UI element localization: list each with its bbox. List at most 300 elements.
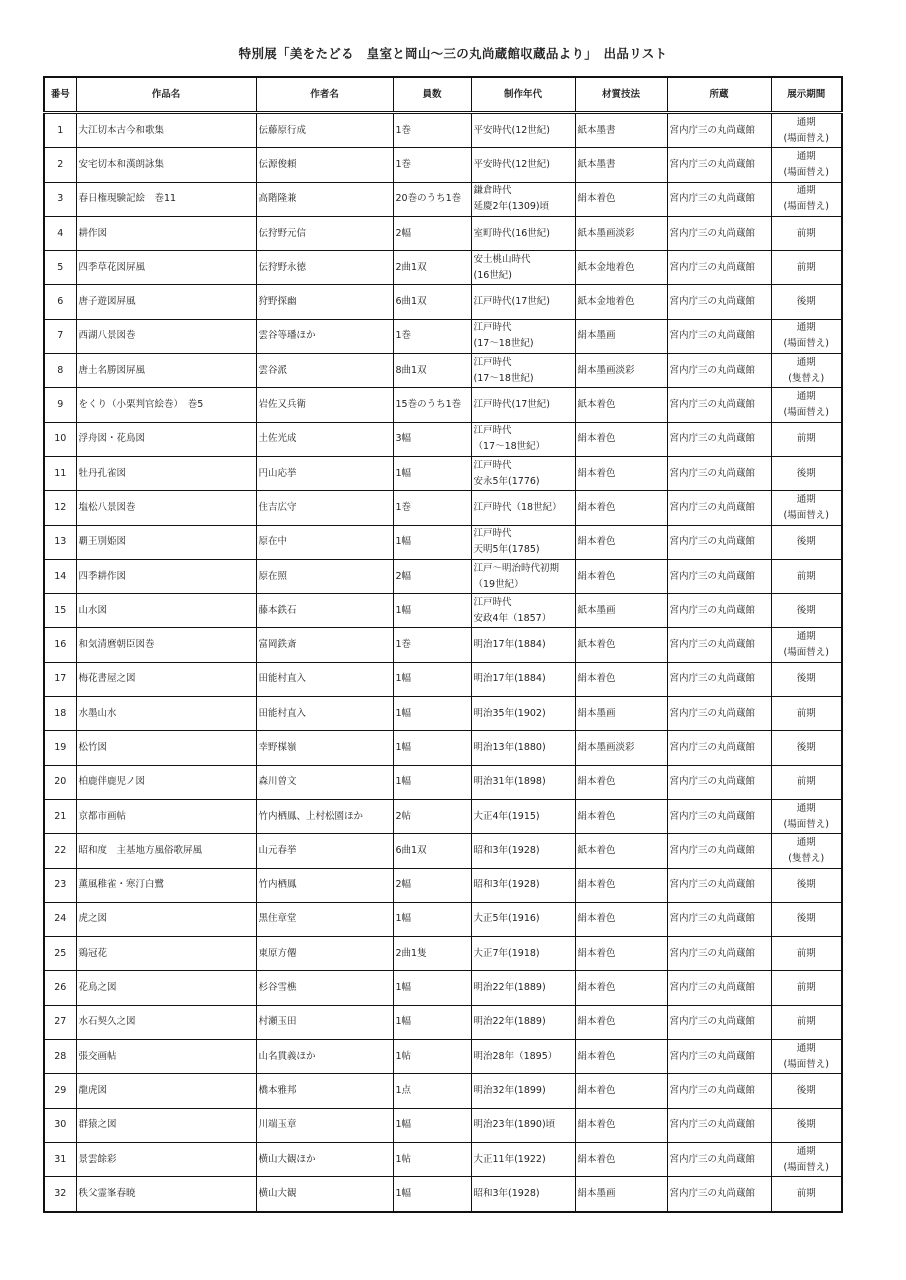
column-header-title: 作品名 bbox=[76, 77, 256, 113]
cell-medium: 絹本着色 bbox=[575, 559, 667, 593]
table-row bbox=[44, 422, 842, 456]
table-row bbox=[44, 182, 842, 216]
cell-number: 21 bbox=[44, 799, 76, 833]
cell-date: 平安時代(12世紀) bbox=[471, 148, 575, 182]
cell-collection: 宮内庁三の丸尚蔵館 bbox=[667, 1142, 771, 1176]
cell-medium: 紙本墨書 bbox=[575, 113, 667, 148]
cell-quantity: 1帖 bbox=[393, 1040, 471, 1074]
cell-quantity: 1巻 bbox=[393, 628, 471, 662]
cell-artist: 藤本鉄石 bbox=[256, 594, 393, 628]
column-header-period: 展示期間 bbox=[771, 77, 842, 113]
cell-date: 昭和3年(1928) bbox=[471, 1177, 575, 1212]
table-row bbox=[44, 491, 842, 525]
cell-title: 梅花書屋之図 bbox=[76, 662, 256, 696]
cell-collection: 宮内庁三の丸尚蔵館 bbox=[667, 319, 771, 353]
cell-date: 江戸時代 天明5年(1785) bbox=[471, 525, 575, 559]
column-header-collection: 所蔵 bbox=[667, 77, 771, 113]
cell-collection: 宮内庁三の丸尚蔵館 bbox=[667, 491, 771, 525]
cell-period: 後期 bbox=[771, 868, 842, 902]
cell-medium: 絹本墨画 bbox=[575, 697, 667, 731]
cell-medium: 絹本着色 bbox=[575, 1142, 667, 1176]
cell-medium: 絹本着色 bbox=[575, 868, 667, 902]
cell-title: 四季草花図屏風 bbox=[76, 251, 256, 285]
cell-number: 24 bbox=[44, 902, 76, 936]
cell-title: 龍虎図 bbox=[76, 1074, 256, 1108]
cell-medium: 紙本墨画淡彩 bbox=[575, 216, 667, 250]
cell-period: 通期 (隻替え) bbox=[771, 354, 842, 388]
cell-title: 秩父霊峯春暁 bbox=[76, 1177, 256, 1212]
table-body bbox=[44, 113, 842, 1212]
cell-date: 明治35年(1902) bbox=[471, 697, 575, 731]
cell-medium: 絹本着色 bbox=[575, 1074, 667, 1108]
cell-medium: 紙本墨書 bbox=[575, 148, 667, 182]
cell-collection: 宮内庁三の丸尚蔵館 bbox=[667, 662, 771, 696]
cell-number: 1 bbox=[44, 113, 76, 148]
cell-artist: 杉谷雪樵 bbox=[256, 971, 393, 1005]
table-row bbox=[44, 697, 842, 731]
cell-date: 室町時代(16世紀) bbox=[471, 216, 575, 250]
cell-title: 唐子遊図屏風 bbox=[76, 285, 256, 319]
table-row bbox=[44, 251, 842, 285]
cell-collection: 宮内庁三の丸尚蔵館 bbox=[667, 251, 771, 285]
cell-quantity: 2幅 bbox=[393, 868, 471, 902]
cell-number: 4 bbox=[44, 216, 76, 250]
cell-artist: 岩佐又兵衛 bbox=[256, 388, 393, 422]
cell-number: 22 bbox=[44, 834, 76, 868]
cell-collection: 宮内庁三の丸尚蔵館 bbox=[667, 285, 771, 319]
table-row bbox=[44, 799, 842, 833]
cell-quantity: 1巻 bbox=[393, 491, 471, 525]
cell-date: 大正5年(1916) bbox=[471, 902, 575, 936]
table-row bbox=[44, 731, 842, 765]
cell-period: 前期 bbox=[771, 697, 842, 731]
table-row bbox=[44, 525, 842, 559]
cell-collection: 宮内庁三の丸尚蔵館 bbox=[667, 388, 771, 422]
cell-title: 和気清麿朝臣図巻 bbox=[76, 628, 256, 662]
cell-title: 塩松八景図巻 bbox=[76, 491, 256, 525]
cell-artist: 幸野楳嶺 bbox=[256, 731, 393, 765]
cell-artist: 雲谷派 bbox=[256, 354, 393, 388]
cell-number: 7 bbox=[44, 319, 76, 353]
cell-period: 通期 (場面替え) bbox=[771, 113, 842, 148]
cell-number: 17 bbox=[44, 662, 76, 696]
cell-artist: 田能村直入 bbox=[256, 662, 393, 696]
cell-artist: 高階隆兼 bbox=[256, 182, 393, 216]
cell-number: 32 bbox=[44, 1177, 76, 1212]
table-row bbox=[44, 902, 842, 936]
cell-artist: 山名貫義ほか bbox=[256, 1040, 393, 1074]
cell-title: 群猿之図 bbox=[76, 1108, 256, 1142]
table-row bbox=[44, 765, 842, 799]
cell-period: 後期 bbox=[771, 731, 842, 765]
cell-date: 明治23年(1890)頃 bbox=[471, 1108, 575, 1142]
cell-quantity: 1幅 bbox=[393, 525, 471, 559]
cell-medium: 紙本着色 bbox=[575, 628, 667, 662]
cell-period: 通期 (場面替え) bbox=[771, 1040, 842, 1074]
cell-number: 6 bbox=[44, 285, 76, 319]
table-row bbox=[44, 1142, 842, 1176]
cell-artist: 村瀬玉田 bbox=[256, 1005, 393, 1039]
cell-quantity: 1巻 bbox=[393, 319, 471, 353]
cell-quantity: 2帖 bbox=[393, 799, 471, 833]
cell-date: 江戸時代(17世紀) bbox=[471, 285, 575, 319]
cell-number: 15 bbox=[44, 594, 76, 628]
cell-collection: 宮内庁三の丸尚蔵館 bbox=[667, 1108, 771, 1142]
cell-artist: 伝狩野元信 bbox=[256, 216, 393, 250]
table-row bbox=[44, 216, 842, 250]
cell-date: 江戸時代 安政4年（1857） bbox=[471, 594, 575, 628]
table-row bbox=[44, 1177, 842, 1212]
cell-collection: 宮内庁三の丸尚蔵館 bbox=[667, 868, 771, 902]
table-row bbox=[44, 937, 842, 971]
table-row bbox=[44, 971, 842, 1005]
cell-number: 3 bbox=[44, 182, 76, 216]
cell-number: 20 bbox=[44, 765, 76, 799]
cell-quantity: 2曲1隻 bbox=[393, 937, 471, 971]
cell-quantity: 8曲1双 bbox=[393, 354, 471, 388]
cell-quantity: 2曲1双 bbox=[393, 251, 471, 285]
cell-date: 昭和3年(1928) bbox=[471, 868, 575, 902]
cell-number: 30 bbox=[44, 1108, 76, 1142]
cell-title: 花鳥之図 bbox=[76, 971, 256, 1005]
cell-collection: 宮内庁三の丸尚蔵館 bbox=[667, 1005, 771, 1039]
cell-title: 鶏冠花 bbox=[76, 937, 256, 971]
cell-collection: 宮内庁三の丸尚蔵館 bbox=[667, 354, 771, 388]
cell-number: 14 bbox=[44, 559, 76, 593]
cell-quantity: 20巻のうち1巻 bbox=[393, 182, 471, 216]
cell-artist: 富岡鉄斎 bbox=[256, 628, 393, 662]
cell-number: 13 bbox=[44, 525, 76, 559]
cell-date: 江戸時代 （17〜18世紀） bbox=[471, 422, 575, 456]
cell-artist: 横山大観ほか bbox=[256, 1142, 393, 1176]
cell-number: 11 bbox=[44, 456, 76, 490]
column-header-medium: 材質技法 bbox=[575, 77, 667, 113]
cell-collection: 宮内庁三の丸尚蔵館 bbox=[667, 113, 771, 148]
cell-collection: 宮内庁三の丸尚蔵館 bbox=[667, 697, 771, 731]
table-row bbox=[44, 319, 842, 353]
cell-artist: 東原方僊 bbox=[256, 937, 393, 971]
cell-period: 通期 (場面替え) bbox=[771, 1142, 842, 1176]
cell-quantity: 2幅 bbox=[393, 559, 471, 593]
cell-date: 明治22年(1889) bbox=[471, 1005, 575, 1039]
cell-period: 前期 bbox=[771, 971, 842, 1005]
cell-medium: 絹本墨画淡彩 bbox=[575, 731, 667, 765]
cell-title: 薫風稚雀・寒汀白鷺 bbox=[76, 868, 256, 902]
cell-date: 江戸時代 (17〜18世紀) bbox=[471, 319, 575, 353]
cell-quantity: 1巻 bbox=[393, 113, 471, 148]
cell-title: 唐土名勝図屏風 bbox=[76, 354, 256, 388]
cell-period: 通期 (場面替え) bbox=[771, 388, 842, 422]
table-row bbox=[44, 628, 842, 662]
cell-period: 前期 bbox=[771, 1177, 842, 1212]
cell-period: 前期 bbox=[771, 765, 842, 799]
cell-number: 12 bbox=[44, 491, 76, 525]
cell-quantity: 1幅 bbox=[393, 1108, 471, 1142]
table-row bbox=[44, 113, 842, 148]
cell-quantity: 1幅 bbox=[393, 971, 471, 1005]
table-row bbox=[44, 868, 842, 902]
column-header-quantity: 員数 bbox=[393, 77, 471, 113]
cell-quantity: 1巻 bbox=[393, 148, 471, 182]
cell-title: 安宅切本和漢朗詠集 bbox=[76, 148, 256, 182]
cell-date: 江戸時代(17世紀) bbox=[471, 388, 575, 422]
cell-quantity: 1幅 bbox=[393, 697, 471, 731]
cell-period: 通期 (隻替え) bbox=[771, 834, 842, 868]
table-row bbox=[44, 662, 842, 696]
cell-artist: 川端玉章 bbox=[256, 1108, 393, 1142]
cell-title: をくり（小栗判官絵巻） 巻5 bbox=[76, 388, 256, 422]
cell-date: 明治28年（1895） bbox=[471, 1040, 575, 1074]
cell-medium: 絹本墨画 bbox=[575, 1177, 667, 1212]
cell-medium: 絹本着色 bbox=[575, 902, 667, 936]
cell-medium: 紙本金地着色 bbox=[575, 251, 667, 285]
cell-number: 27 bbox=[44, 1005, 76, 1039]
cell-collection: 宮内庁三の丸尚蔵館 bbox=[667, 834, 771, 868]
cell-artist: 雲谷等璠ほか bbox=[256, 319, 393, 353]
table-row bbox=[44, 1040, 842, 1074]
cell-quantity: 1幅 bbox=[393, 765, 471, 799]
cell-title: 張交画帖 bbox=[76, 1040, 256, 1074]
cell-artist: 原在中 bbox=[256, 525, 393, 559]
cell-collection: 宮内庁三の丸尚蔵館 bbox=[667, 182, 771, 216]
cell-quantity: 2幅 bbox=[393, 216, 471, 250]
column-header-number: 番号 bbox=[44, 77, 76, 113]
cell-quantity: 1点 bbox=[393, 1074, 471, 1108]
cell-medium: 絹本着色 bbox=[575, 1108, 667, 1142]
cell-quantity: 3幅 bbox=[393, 422, 471, 456]
table-row bbox=[44, 388, 842, 422]
cell-period: 前期 bbox=[771, 1005, 842, 1039]
cell-number: 19 bbox=[44, 731, 76, 765]
cell-period: 通期 (場面替え) bbox=[771, 799, 842, 833]
cell-date: 平安時代(12世紀) bbox=[471, 113, 575, 148]
cell-quantity: 15巻のうち1巻 bbox=[393, 388, 471, 422]
cell-artist: 森川曽文 bbox=[256, 765, 393, 799]
cell-medium: 絹本着色 bbox=[575, 491, 667, 525]
cell-artist: 山元春挙 bbox=[256, 834, 393, 868]
cell-medium: 絹本着色 bbox=[575, 765, 667, 799]
cell-collection: 宮内庁三の丸尚蔵館 bbox=[667, 594, 771, 628]
cell-medium: 絹本墨画 bbox=[575, 319, 667, 353]
cell-title: 春日権現験記絵 巻11 bbox=[76, 182, 256, 216]
cell-title: 四季耕作図 bbox=[76, 559, 256, 593]
cell-title: 浮舟図・花鳥図 bbox=[76, 422, 256, 456]
cell-number: 18 bbox=[44, 697, 76, 731]
cell-date: 昭和3年(1928) bbox=[471, 834, 575, 868]
cell-medium: 絹本着色 bbox=[575, 799, 667, 833]
cell-date: 安土桃山時代 (16世紀) bbox=[471, 251, 575, 285]
cell-title: 景雲餘彩 bbox=[76, 1142, 256, 1176]
cell-collection: 宮内庁三の丸尚蔵館 bbox=[667, 902, 771, 936]
cell-date: 明治17年(1884) bbox=[471, 628, 575, 662]
column-header-artist: 作者名 bbox=[256, 77, 393, 113]
cell-date: 江戸時代 (17〜18世紀) bbox=[471, 354, 575, 388]
cell-artist: 黒住章堂 bbox=[256, 902, 393, 936]
cell-medium: 絹本着色 bbox=[575, 971, 667, 1005]
cell-medium: 紙本金地着色 bbox=[575, 285, 667, 319]
cell-medium: 絹本着色 bbox=[575, 662, 667, 696]
cell-title: 牡丹孔雀図 bbox=[76, 456, 256, 490]
cell-artist: 竹内栖鳳、上村松園ほか bbox=[256, 799, 393, 833]
cell-artist: 伝源俊頼 bbox=[256, 148, 393, 182]
cell-medium: 紙本着色 bbox=[575, 388, 667, 422]
table-row bbox=[44, 1108, 842, 1142]
cell-title: 水墨山水 bbox=[76, 697, 256, 731]
cell-number: 29 bbox=[44, 1074, 76, 1108]
cell-quantity: 6曲1双 bbox=[393, 285, 471, 319]
cell-medium: 絹本墨画淡彩 bbox=[575, 354, 667, 388]
cell-title: 西湖八景図巻 bbox=[76, 319, 256, 353]
table-row bbox=[44, 456, 842, 490]
table-row bbox=[44, 594, 842, 628]
cell-number: 31 bbox=[44, 1142, 76, 1176]
cell-period: 後期 bbox=[771, 456, 842, 490]
cell-artist: 円山応挙 bbox=[256, 456, 393, 490]
cell-medium: 絹本着色 bbox=[575, 937, 667, 971]
cell-collection: 宮内庁三の丸尚蔵館 bbox=[667, 628, 771, 662]
page-title: 特別展「美をたどる 皇室と岡山〜三の丸尚蔵館収蔵品より」 出品リスト bbox=[238, 46, 668, 61]
table-row bbox=[44, 1074, 842, 1108]
cell-artist: 住吉広守 bbox=[256, 491, 393, 525]
table-row bbox=[44, 1005, 842, 1039]
cell-quantity: 1幅 bbox=[393, 1177, 471, 1212]
cell-collection: 宮内庁三の丸尚蔵館 bbox=[667, 525, 771, 559]
cell-medium: 絹本着色 bbox=[575, 422, 667, 456]
cell-number: 25 bbox=[44, 937, 76, 971]
cell-quantity: 1幅 bbox=[393, 902, 471, 936]
cell-artist: 原在照 bbox=[256, 559, 393, 593]
cell-number: 23 bbox=[44, 868, 76, 902]
table-row bbox=[44, 559, 842, 593]
cell-title: 昭和度 主基地方風俗歌屏風 bbox=[76, 834, 256, 868]
cell-quantity: 6曲1双 bbox=[393, 834, 471, 868]
cell-collection: 宮内庁三の丸尚蔵館 bbox=[667, 1074, 771, 1108]
cell-quantity: 1帖 bbox=[393, 1142, 471, 1176]
cell-date: 明治17年(1884) bbox=[471, 662, 575, 696]
cell-title: 柏鹿伴鹿児ノ図 bbox=[76, 765, 256, 799]
cell-period: 後期 bbox=[771, 594, 842, 628]
table-header-row bbox=[44, 77, 842, 113]
cell-collection: 宮内庁三の丸尚蔵館 bbox=[667, 216, 771, 250]
cell-period: 通期 (場面替え) bbox=[771, 182, 842, 216]
cell-number: 8 bbox=[44, 354, 76, 388]
cell-artist: 横山大観 bbox=[256, 1177, 393, 1212]
cell-date: 大正7年(1918) bbox=[471, 937, 575, 971]
cell-collection: 宮内庁三の丸尚蔵館 bbox=[667, 1040, 771, 1074]
cell-collection: 宮内庁三の丸尚蔵館 bbox=[667, 937, 771, 971]
column-header-date: 制作年代 bbox=[471, 77, 575, 113]
cell-date: 大正11年(1922) bbox=[471, 1142, 575, 1176]
cell-date: 明治22年(1889) bbox=[471, 971, 575, 1005]
cell-period: 後期 bbox=[771, 1074, 842, 1108]
table-row bbox=[44, 148, 842, 182]
table-row bbox=[44, 285, 842, 319]
cell-period: 前期 bbox=[771, 251, 842, 285]
cell-medium: 紙本墨画 bbox=[575, 594, 667, 628]
cell-title: 耕作図 bbox=[76, 216, 256, 250]
table-row bbox=[44, 834, 842, 868]
cell-medium: 絹本着色 bbox=[575, 1040, 667, 1074]
cell-artist: 田能村直入 bbox=[256, 697, 393, 731]
cell-collection: 宮内庁三の丸尚蔵館 bbox=[667, 971, 771, 1005]
cell-collection: 宮内庁三の丸尚蔵館 bbox=[667, 1177, 771, 1212]
cell-date: 江戸時代（18世紀） bbox=[471, 491, 575, 525]
exhibit-list-table bbox=[43, 76, 843, 1213]
cell-quantity: 1幅 bbox=[393, 594, 471, 628]
cell-date: 江戸〜明治時代初期 （19世紀） bbox=[471, 559, 575, 593]
cell-quantity: 1幅 bbox=[393, 731, 471, 765]
cell-number: 28 bbox=[44, 1040, 76, 1074]
cell-collection: 宮内庁三の丸尚蔵館 bbox=[667, 765, 771, 799]
cell-date: 大正4年(1915) bbox=[471, 799, 575, 833]
cell-number: 10 bbox=[44, 422, 76, 456]
cell-artist: 伝狩野永徳 bbox=[256, 251, 393, 285]
cell-title: 水石契久之図 bbox=[76, 1005, 256, 1039]
cell-period: 前期 bbox=[771, 422, 842, 456]
cell-quantity: 1幅 bbox=[393, 456, 471, 490]
cell-title: 虎之図 bbox=[76, 902, 256, 936]
cell-period: 通期 (場面替え) bbox=[771, 628, 842, 662]
cell-artist: 竹内栖鳳 bbox=[256, 868, 393, 902]
cell-title: 大江切本古今和歌集 bbox=[76, 113, 256, 148]
cell-medium: 紙本着色 bbox=[575, 834, 667, 868]
cell-period: 前期 bbox=[771, 216, 842, 250]
cell-number: 5 bbox=[44, 251, 76, 285]
cell-period: 通期 (場面替え) bbox=[771, 491, 842, 525]
cell-artist: 伝藤原行成 bbox=[256, 113, 393, 148]
cell-title: 山水図 bbox=[76, 594, 256, 628]
cell-title: 松竹図 bbox=[76, 731, 256, 765]
cell-period: 後期 bbox=[771, 525, 842, 559]
cell-number: 16 bbox=[44, 628, 76, 662]
cell-period: 通期 (場面替え) bbox=[771, 148, 842, 182]
table-row bbox=[44, 354, 842, 388]
cell-date: 明治32年(1899) bbox=[471, 1074, 575, 1108]
cell-artist: 土佐光成 bbox=[256, 422, 393, 456]
cell-number: 26 bbox=[44, 971, 76, 1005]
cell-period: 後期 bbox=[771, 902, 842, 936]
cell-date: 鎌倉時代 延慶2年(1309)頃 bbox=[471, 182, 575, 216]
cell-period: 前期 bbox=[771, 559, 842, 593]
cell-collection: 宮内庁三の丸尚蔵館 bbox=[667, 731, 771, 765]
cell-collection: 宮内庁三の丸尚蔵館 bbox=[667, 456, 771, 490]
cell-title: 覇王別姫図 bbox=[76, 525, 256, 559]
cell-quantity: 1幅 bbox=[393, 1005, 471, 1039]
cell-collection: 宮内庁三の丸尚蔵館 bbox=[667, 559, 771, 593]
cell-artist: 橋本雅邦 bbox=[256, 1074, 393, 1108]
cell-number: 2 bbox=[44, 148, 76, 182]
cell-date: 明治31年(1898) bbox=[471, 765, 575, 799]
cell-collection: 宮内庁三の丸尚蔵館 bbox=[667, 799, 771, 833]
cell-collection: 宮内庁三の丸尚蔵館 bbox=[667, 422, 771, 456]
cell-medium: 絹本着色 bbox=[575, 525, 667, 559]
cell-period: 後期 bbox=[771, 662, 842, 696]
cell-number: 9 bbox=[44, 388, 76, 422]
cell-period: 後期 bbox=[771, 1108, 842, 1142]
cell-collection: 宮内庁三の丸尚蔵館 bbox=[667, 148, 771, 182]
cell-medium: 絹本着色 bbox=[575, 1005, 667, 1039]
cell-date: 江戸時代 安永5年(1776) bbox=[471, 456, 575, 490]
cell-period: 前期 bbox=[771, 937, 842, 971]
cell-medium: 絹本着色 bbox=[575, 456, 667, 490]
cell-artist: 狩野探幽 bbox=[256, 285, 393, 319]
cell-quantity: 1幅 bbox=[393, 662, 471, 696]
cell-date: 明治13年(1880) bbox=[471, 731, 575, 765]
cell-title: 京都市画帖 bbox=[76, 799, 256, 833]
cell-period: 後期 bbox=[771, 285, 842, 319]
cell-period: 通期 (場面替え) bbox=[771, 319, 842, 353]
cell-medium: 絹本着色 bbox=[575, 182, 667, 216]
